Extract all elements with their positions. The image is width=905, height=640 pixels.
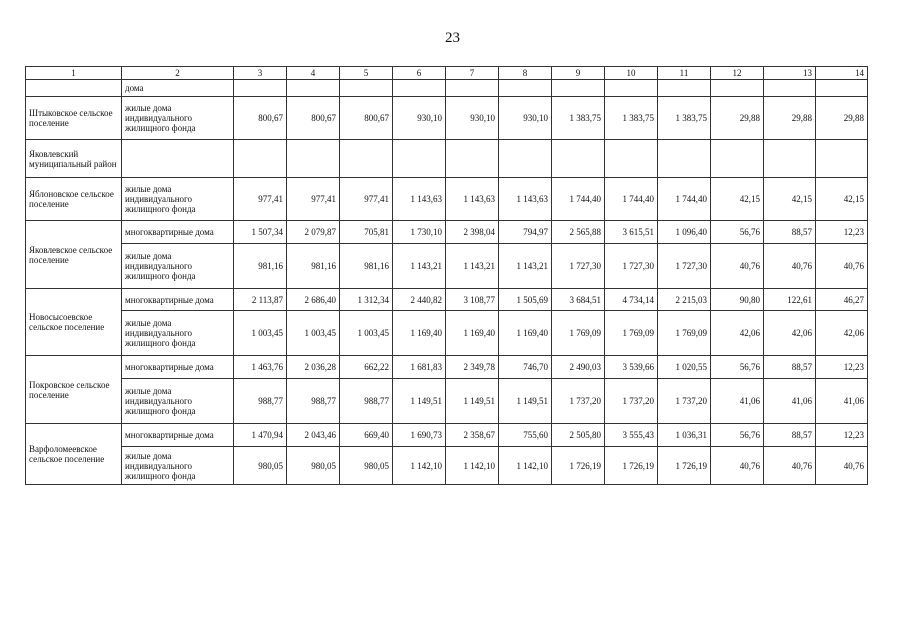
value-cell [340, 80, 393, 97]
value-cell: 42,15 [764, 178, 816, 221]
page-number: 23 [445, 30, 460, 46]
municipality-cell: Варфоломеевское сельское поселение [26, 424, 122, 485]
value-cell: 981,16 [287, 244, 340, 289]
value-cell [605, 80, 658, 97]
value-cell: 930,10 [499, 97, 552, 140]
value-cell: 88,57 [764, 221, 816, 244]
value-cell: 1 681,83 [393, 356, 446, 379]
table-row [26, 97, 868, 140]
value-cell: 1 463,76 [234, 356, 287, 379]
value-cell: 1 726,19 [552, 447, 605, 485]
value-cell: 1 744,40 [658, 178, 711, 221]
value-cell: 977,41 [234, 178, 287, 221]
value-cell: 1 149,51 [499, 379, 552, 424]
value-cell: 1 507,34 [234, 221, 287, 244]
value-cell: 1 003,45 [340, 311, 393, 356]
value-cell: 42,06 [764, 311, 816, 356]
value-cell: 1 142,10 [446, 447, 499, 485]
table-row [26, 80, 868, 97]
value-cell: 42,06 [816, 311, 868, 356]
value-cell: 1 143,63 [393, 178, 446, 221]
table-row [26, 447, 868, 485]
value-cell: 12,23 [816, 356, 868, 379]
value-cell: 88,57 [764, 424, 816, 447]
value-cell: 1 143,63 [446, 178, 499, 221]
value-cell: 1 020,55 [658, 356, 711, 379]
table-row [26, 379, 868, 424]
value-cell: 1 383,75 [552, 97, 605, 140]
municipality-cell: Новосысоевское сельское поселение [26, 289, 122, 356]
value-cell [711, 80, 764, 97]
value-cell: 1 737,20 [658, 379, 711, 424]
housing-type-cell: многоквартирные дома [122, 289, 234, 311]
value-cell [499, 80, 552, 97]
value-cell: 1 003,45 [234, 311, 287, 356]
value-cell: 669,40 [340, 424, 393, 447]
value-cell: 41,06 [764, 379, 816, 424]
value-cell: 1 169,40 [446, 311, 499, 356]
column-number: 7 [446, 67, 499, 80]
value-cell: 988,77 [287, 379, 340, 424]
value-cell: 40,76 [711, 447, 764, 485]
value-cell: 1 096,40 [658, 221, 711, 244]
value-cell: 2 398,04 [446, 221, 499, 244]
column-number: 8 [499, 67, 552, 80]
value-cell: 1 726,19 [658, 447, 711, 485]
value-cell [816, 80, 868, 97]
value-cell: 800,67 [234, 97, 287, 140]
value-cell: 56,76 [711, 356, 764, 379]
value-cell: 40,76 [816, 244, 868, 289]
value-cell: 12,23 [816, 424, 868, 447]
value-cell [816, 140, 868, 178]
table-row [26, 311, 868, 356]
municipality-cell: Яковлевское сельское поселение [26, 221, 122, 289]
value-cell: 2 043,46 [287, 424, 340, 447]
value-cell: 2 565,88 [552, 221, 605, 244]
housing-type-cell: жилые дома индивидуального жилищного фонда [122, 178, 234, 221]
table-row [26, 356, 868, 379]
value-cell [552, 80, 605, 97]
table-row [26, 289, 868, 311]
value-cell: 800,67 [287, 97, 340, 140]
value-cell: 1 769,09 [552, 311, 605, 356]
value-cell [658, 80, 711, 97]
value-cell: 29,88 [816, 97, 868, 140]
value-cell: 2 490,03 [552, 356, 605, 379]
value-cell: 4 734,14 [605, 289, 658, 311]
value-cell: 980,05 [234, 447, 287, 485]
table-row [26, 244, 868, 289]
column-number: 2 [122, 67, 234, 80]
housing-type-cell: дома [122, 80, 234, 97]
value-cell: 2 440,82 [393, 289, 446, 311]
value-cell: 42,15 [816, 178, 868, 221]
value-cell: 1 169,40 [393, 311, 446, 356]
table-row [26, 178, 868, 221]
value-cell: 3 684,51 [552, 289, 605, 311]
value-cell: 1 142,10 [393, 447, 446, 485]
column-number-row [26, 67, 868, 80]
value-cell: 40,76 [764, 244, 816, 289]
housing-type-cell: многоквартирные дома [122, 424, 234, 447]
value-cell: 1 730,10 [393, 221, 446, 244]
value-cell: 755,60 [499, 424, 552, 447]
value-cell: 1 383,75 [605, 97, 658, 140]
value-cell: 122,61 [764, 289, 816, 311]
value-cell: 29,88 [711, 97, 764, 140]
housing-type-cell: многоквартирные дома [122, 221, 234, 244]
value-cell: 981,16 [340, 244, 393, 289]
value-cell [658, 140, 711, 178]
column-number: 6 [393, 67, 446, 80]
column-number: 1 [26, 67, 122, 80]
value-cell: 2 215,03 [658, 289, 711, 311]
value-cell: 1 169,40 [499, 311, 552, 356]
value-cell: 1 149,51 [446, 379, 499, 424]
value-cell: 90,80 [711, 289, 764, 311]
value-cell: 41,06 [816, 379, 868, 424]
value-cell: 56,76 [711, 221, 764, 244]
value-cell: 1 726,19 [605, 447, 658, 485]
value-cell: 3 555,43 [605, 424, 658, 447]
housing-type-cell: жилые дома индивидуального жилищного фонда [122, 97, 234, 140]
value-cell: 40,76 [764, 447, 816, 485]
housing-type-cell: многоквартирные дома [122, 356, 234, 379]
value-cell: 2 349,78 [446, 356, 499, 379]
municipality-cell: Штыковское сельское поселение [26, 97, 122, 140]
value-cell: 46,27 [816, 289, 868, 311]
value-cell: 88,57 [764, 356, 816, 379]
value-cell: 1 769,09 [605, 311, 658, 356]
value-cell [234, 140, 287, 178]
value-cell: 981,16 [234, 244, 287, 289]
value-cell [764, 140, 816, 178]
value-cell: 40,76 [711, 244, 764, 289]
value-cell: 1 737,20 [552, 379, 605, 424]
housing-type-cell: жилые дома индивидуального жилищного фонда [122, 447, 234, 485]
value-cell: 1 744,40 [605, 178, 658, 221]
value-cell: 42,06 [711, 311, 764, 356]
column-number: 10 [605, 67, 658, 80]
value-cell: 1 149,51 [393, 379, 446, 424]
value-cell: 980,05 [287, 447, 340, 485]
value-cell: 2 686,40 [287, 289, 340, 311]
municipality-cell: Яковлевский муниципальный район [26, 140, 122, 178]
value-cell: 930,10 [393, 97, 446, 140]
value-cell: 41,06 [711, 379, 764, 424]
value-cell: 1 737,20 [605, 379, 658, 424]
value-cell: 3 615,51 [605, 221, 658, 244]
value-cell: 1 142,10 [499, 447, 552, 485]
table-row [26, 424, 868, 447]
value-cell: 794,97 [499, 221, 552, 244]
housing-type-cell: жилые дома индивидуального жилищного фонда [122, 244, 234, 289]
value-cell: 746,70 [499, 356, 552, 379]
value-cell [234, 80, 287, 97]
value-cell: 977,41 [287, 178, 340, 221]
value-cell: 3 108,77 [446, 289, 499, 311]
value-cell: 977,41 [340, 178, 393, 221]
housing-type-cell: жилые дома индивидуального жилищного фонда [122, 311, 234, 356]
value-cell: 1 143,21 [393, 244, 446, 289]
value-cell: 1 727,30 [552, 244, 605, 289]
municipality-cell [26, 80, 122, 97]
value-cell [499, 140, 552, 178]
value-cell: 1 143,21 [446, 244, 499, 289]
column-number: 11 [658, 67, 711, 80]
value-cell: 1 383,75 [658, 97, 711, 140]
value-cell: 2 505,80 [552, 424, 605, 447]
value-cell: 980,05 [340, 447, 393, 485]
value-cell [393, 80, 446, 97]
value-cell: 40,76 [816, 447, 868, 485]
table-row [26, 140, 868, 178]
value-cell: 56,76 [711, 424, 764, 447]
value-cell: 988,77 [234, 379, 287, 424]
table-row [26, 221, 868, 244]
value-cell: 930,10 [446, 97, 499, 140]
value-cell: 662,22 [340, 356, 393, 379]
value-cell: 705,81 [340, 221, 393, 244]
value-cell: 1 470,94 [234, 424, 287, 447]
column-number: 14 [816, 67, 868, 80]
value-cell: 1 036,31 [658, 424, 711, 447]
housing-type-cell: жилые дома индивидуального жилищного фонда [122, 379, 234, 424]
column-number: 9 [552, 67, 605, 80]
value-cell: 988,77 [340, 379, 393, 424]
value-cell: 1 744,40 [552, 178, 605, 221]
value-cell [605, 140, 658, 178]
value-cell: 1 690,73 [393, 424, 446, 447]
column-number: 3 [234, 67, 287, 80]
value-cell [393, 140, 446, 178]
value-cell: 1 505,69 [499, 289, 552, 311]
value-cell [552, 140, 605, 178]
value-cell: 2 036,28 [287, 356, 340, 379]
value-cell [764, 80, 816, 97]
column-number: 13 [764, 67, 816, 80]
municipality-cell: Яблоновское сельское поселение [26, 178, 122, 221]
value-cell [287, 80, 340, 97]
value-cell: 2 358,67 [446, 424, 499, 447]
value-cell: 12,23 [816, 221, 868, 244]
value-cell [446, 80, 499, 97]
value-cell: 2 079,87 [287, 221, 340, 244]
value-cell [340, 140, 393, 178]
value-cell: 1 143,21 [499, 244, 552, 289]
housing-type-cell [122, 140, 234, 178]
value-cell: 1 003,45 [287, 311, 340, 356]
value-cell: 42,15 [711, 178, 764, 221]
value-cell: 29,88 [764, 97, 816, 140]
value-cell: 1 769,09 [658, 311, 711, 356]
value-cell: 1 143,63 [499, 178, 552, 221]
tariff-table [25, 66, 868, 485]
value-cell [287, 140, 340, 178]
value-cell: 1 727,30 [605, 244, 658, 289]
value-cell: 1 312,34 [340, 289, 393, 311]
value-cell: 800,67 [340, 97, 393, 140]
value-cell: 1 727,30 [658, 244, 711, 289]
value-cell [711, 140, 764, 178]
value-cell: 2 113,87 [234, 289, 287, 311]
value-cell: 3 539,66 [605, 356, 658, 379]
table-body [26, 67, 868, 485]
column-number: 5 [340, 67, 393, 80]
column-number: 4 [287, 67, 340, 80]
column-number: 12 [711, 67, 764, 80]
value-cell [446, 140, 499, 178]
municipality-cell: Покровское сельское поселение [26, 356, 122, 424]
